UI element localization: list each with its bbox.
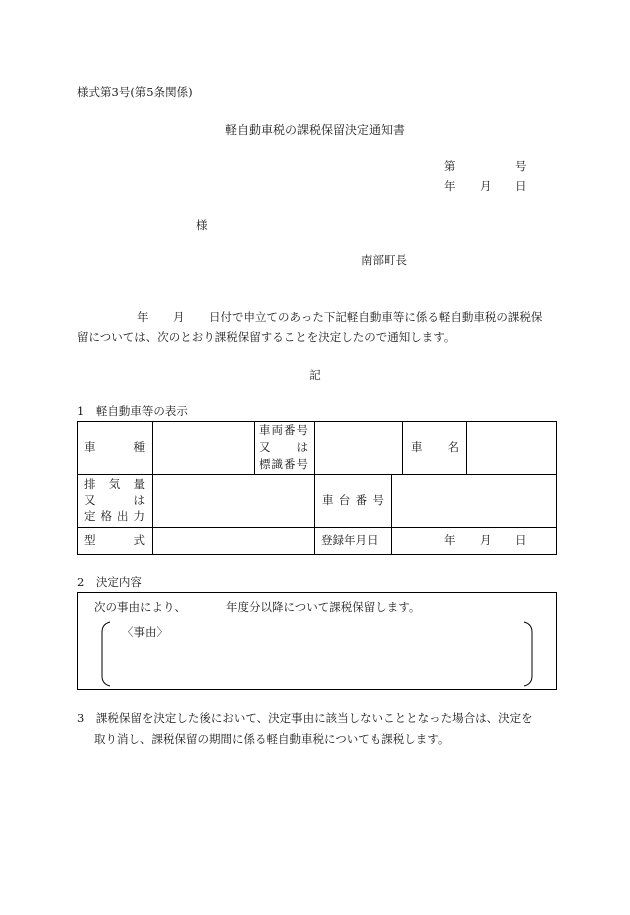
- addressee-honorific: 様: [196, 218, 208, 232]
- label-registration-date: 登録年月日: [321, 533, 379, 547]
- body-year: 年: [137, 310, 149, 324]
- body-text-line1: 日付で申立てのあった下記軽自動車等に係る軽自動車税の課税保: [209, 310, 543, 324]
- document-title: 軽自動車税の課税保留決定通知書: [224, 123, 405, 137]
- body-month: 月: [173, 310, 185, 324]
- right-bracket: [524, 622, 532, 686]
- decision-text-b: 年度分以降について課税保留します。: [226, 600, 421, 614]
- label-chassis-number: 車 台 番 号: [322, 493, 384, 507]
- section1-heading: 1 軽自動車等の表示: [77, 404, 188, 418]
- reg-date-day: 日: [515, 533, 527, 547]
- number-prefix: 第: [444, 159, 456, 173]
- number-suffix: 号: [515, 159, 527, 173]
- ki-note-mark: 記: [309, 368, 321, 382]
- reason-label: 〈事由〉: [122, 625, 168, 639]
- date-month: 月: [480, 179, 492, 193]
- label-vehicle-name: 車 名: [411, 440, 459, 454]
- date-day: 日: [515, 179, 527, 193]
- section3-line1: 3 課税保留を決定した後において、決定事由に該当しないこととなった場合は、決定を: [77, 711, 533, 725]
- body-text-line2: 留については、次のとおり課税保留することを決定したので通知します。: [77, 330, 456, 344]
- reg-date-year: 年: [444, 533, 456, 547]
- section2-heading: 2 決定内容: [77, 575, 142, 589]
- section3-line2: 取り消し、課税保留の期間に係る軽自動車税についても課税します。: [94, 732, 450, 746]
- label-vehicle-type: 車 種: [84, 440, 145, 454]
- issuer-name: 南部町長: [361, 253, 407, 267]
- date-year: 年: [444, 179, 456, 193]
- reg-date-month: 月: [480, 533, 492, 547]
- label-model: 型 式: [84, 533, 145, 547]
- left-bracket: [102, 622, 110, 686]
- form-number: 様式第3号(第5条関係): [77, 85, 193, 99]
- decision-text-a: 次の事由により、: [94, 600, 186, 614]
